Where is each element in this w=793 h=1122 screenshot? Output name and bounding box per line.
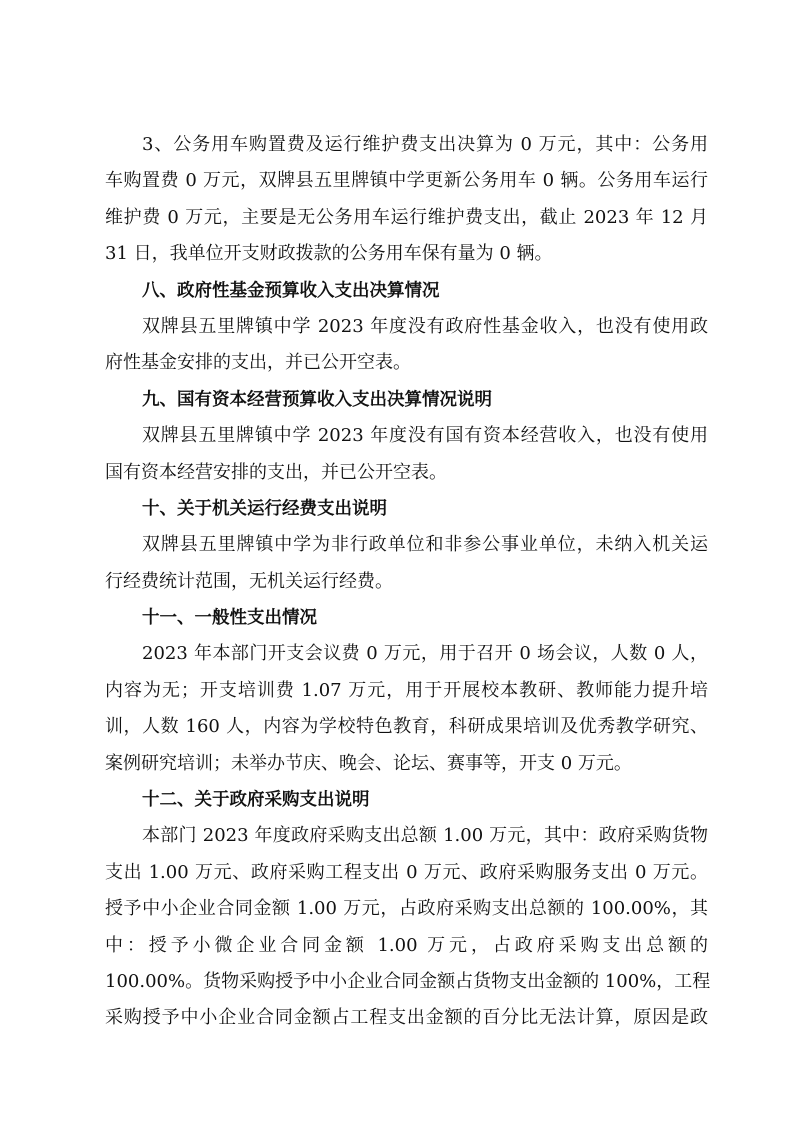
paragraph-line: 双牌县五里牌镇中学为非行政单位和非参公事业单位，未纳入机关运 — [142, 534, 708, 556]
paragraph-line: 2023 年本部门开支会议费 0 万元，用于召开 0 场会议，人数 0 人， — [142, 643, 708, 665]
paragraph-line: 采购授予中小企业合同金额占工程支出金额的百分比无法计算，原因是政 — [105, 1007, 708, 1029]
paragraph-line: 31 日，我单位开支财政拨款的公务用车保有量为 0 辆。 — [105, 243, 553, 265]
paragraph-line: 车购置费 0 万元，双牌县五里牌镇中学更新公务用车 0 辆。公务用车运行 — [105, 170, 708, 192]
paragraph-line: 内容为无；开支培训费 1.07 万元，用于开展校本教研、教师能力提升培 — [105, 679, 708, 701]
paragraph-line: 双牌县五里牌镇中学 2023 年度没有政府性基金收入，也没有使用政 — [142, 315, 708, 337]
document-body — [105, 127, 711, 1037]
paragraph-line: 3、公务用车购置费及运行维护费支出决算为 0 万元，其中：公务用 — [142, 134, 708, 155]
section-heading: 十二、关于政府采购支出说明 — [142, 790, 370, 811]
paragraph-line: 训，人数 160 人，内容为学校特色教育，科研成果培训及优秀教学研究、 — [105, 716, 708, 738]
section-heading: 十一、一般性支出情况 — [142, 608, 317, 629]
paragraph-line: 行经费统计范围，无机关运行经费。 — [105, 570, 393, 592]
paragraph-line: 支出 1.00 万元、政府采购工程支出 0 万元、政府采购服务支出 0 万元。 — [105, 861, 708, 883]
paragraph-line: 维护费 0 万元，主要是无公务用车运行维护费支出，截止 2023 年 12 月 — [105, 206, 708, 228]
section-heading: 八、政府性基金预算收入支出决算情况 — [142, 280, 440, 301]
paragraph-line: 本部门 2023 年度政府采购支出总额 1.00 万元，其中：政府采购货物 — [142, 825, 708, 847]
section-heading: 十、关于机关运行经费支出说明 — [142, 498, 387, 519]
paragraph-line: 双牌县五里牌镇中学 2023 年度没有国有资本经营收入，也没有使用 — [142, 425, 708, 447]
paragraph-line: 国有资本经营安排的支出，并已公开空表。 — [105, 461, 447, 483]
section-heading: 九、国有资本经营预算收入支出决算情况说明 — [142, 389, 492, 410]
paragraph-line: 案例研究培训；未举办节庆、晚会、论坛、赛事等，开支 0 万元。 — [105, 752, 632, 774]
paragraph-line: 府性基金安排的支出，并已公开空表。 — [105, 352, 411, 374]
paragraph-line: 100.00%。货物采购授予中小企业合同金额占货物支出金额的 100%，工程 — [105, 970, 711, 992]
paragraph-line: 中：授予小微企业合同金额 1.00 万元，占政府采购支出总额的 — [105, 934, 708, 956]
paragraph-line: 授予中小企业合同金额 1.00 万元，占政府采购支出总额的 100.00%，其 — [105, 898, 708, 920]
